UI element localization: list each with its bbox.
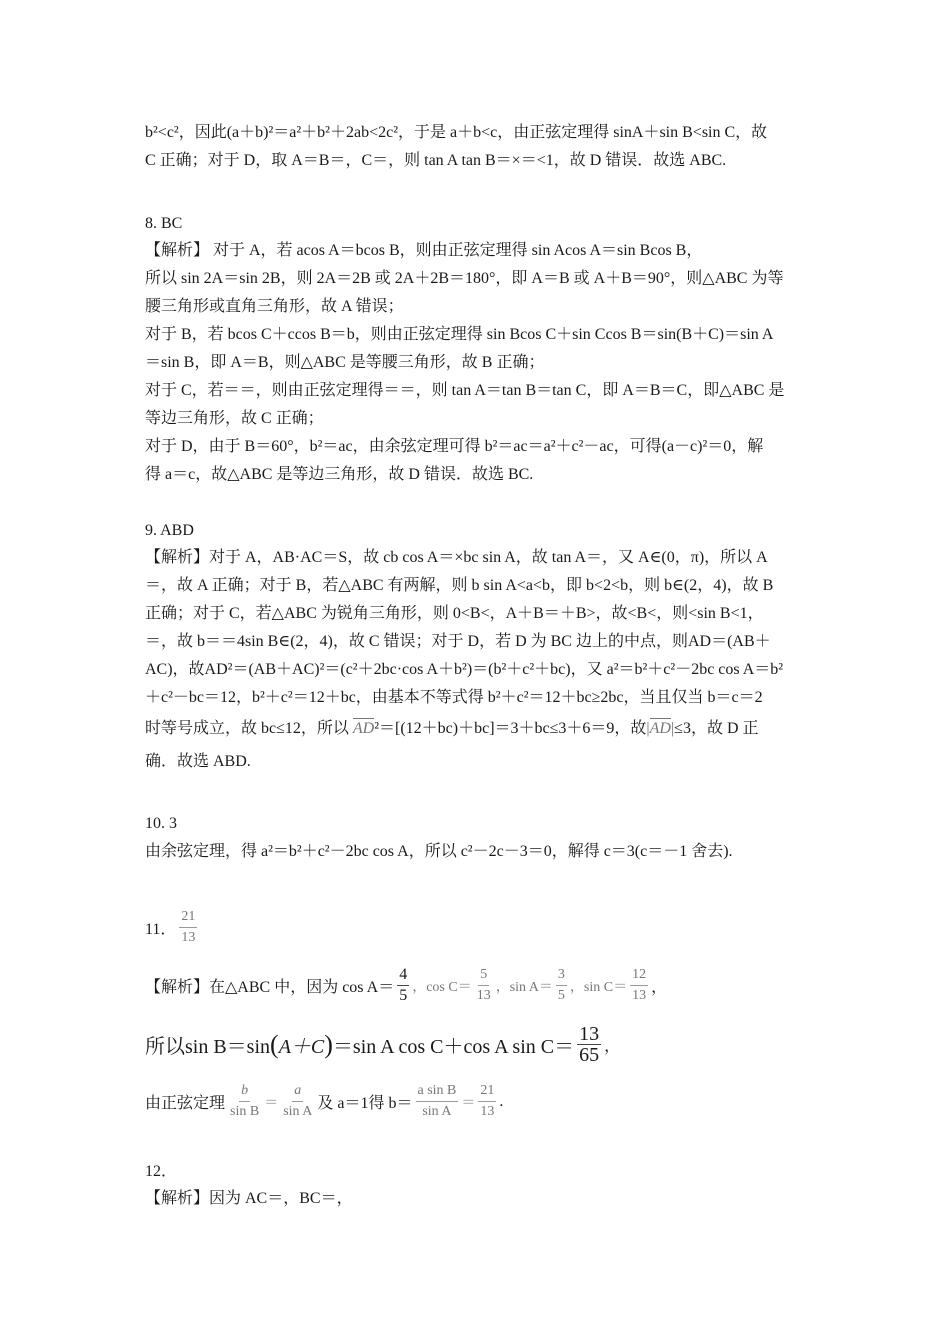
fraction-cos-a: $\frac{4}{5}$	[399, 966, 408, 1004]
p9-line-8: 确．故选 ABD.	[145, 753, 251, 770]
p11-row-1: 【解析】在△ABC 中，因为 cos A＝ $\frac{4}{5}$ ，cos C＝ $\frac{5}{13}$ ，sin A＝ $\frac{3}{5}$ ，sin C＝ $\frac{12}{13}$ ，	[145, 966, 668, 1004]
fraction-b-over-sin-b: $\frac{b}{\text{sin B}}$	[230, 1083, 260, 1119]
p9-line-7: 时等号成立，故 bc≤12，所以 AD²＝[(12＋bc)＋bc]＝3＋bc≤3＋6＝9，故|AD|≤3，故 D 正	[145, 720, 759, 737]
p12-line-1: 【解析】因为 AC＝，BC＝，	[145, 1190, 353, 1207]
p11-row-2: 所以sin B＝sin ( A＋C ) ＝sin A cos C＋cos A sin C＝ $\frac{13}{65}$ ，	[145, 1023, 621, 1066]
p8-line-1: 【解析】 对于 A，若 acos A＝bcos B，则由正弦定理得 sin Acos A＝sin Bcos B，	[145, 242, 703, 259]
p11-row-3: 由正弦定理 $\frac{b}{\text{sin B}}$ ＝ $\frac{a}{\text{sin A}}$ 及 a＝1得 b＝ $\frac{\text{a sin B}}{\text{sin A}}$ ＝ $\frac{21}{13}$ .	[145, 1083, 504, 1119]
p11-row-3-text: 由正弦定理	[145, 1095, 226, 1112]
p10-line-1: 由余弦定理，得 a²＝b²＋c²－2bc cos A，所以 c²－2c－3＝0，解得 c＝3(c＝－1 舍去).	[145, 843, 733, 860]
fraction-sin-a: $\frac{3}{5}$	[557, 967, 565, 1003]
vector-ad: AD	[352, 720, 375, 737]
p9-line-7-text-b: ²＝[(12＋bc)＋bc]＝3＋bc≤3＋6＝9，故	[374, 720, 647, 737]
p7-line-1: b²<c²，因此(a＋b)²＝a²＋b²＋2ab<2c²，于是 a＋b<c，由正弦定理得 sinA＋sin B<sin C，故	[145, 124, 768, 141]
fraction-sin-b: $\frac{13}{65}$	[579, 1023, 600, 1066]
p8-line-8: 对于 D，由于 B＝60°，b²＝ac，由余弦定理可得 b²＝ac＝a²＋c²－ac，可得(a－c)²＝0，解	[145, 438, 764, 455]
p8-line-3: 腰三角形或直角三角形，故 A 错误；	[145, 298, 404, 315]
fraction-a-over-sin-a: $\frac{a}{\text{sin A}}$	[283, 1083, 313, 1119]
fraction-asinb-over-sina: $\frac{\text{a sin B}}{\text{sin A}}$	[417, 1083, 457, 1119]
p8-line-2: 所以 sin 2A＝sin 2B，则 2A＝2B 或 2A＋2B＝180°，即 A＝B 或 A＋B＝90°，则△ABC 为等	[145, 270, 784, 287]
p12-heading: 12．	[145, 1163, 178, 1180]
p8-heading: 8. BC	[145, 215, 183, 232]
p11-answer-fraction: $\frac{21}{13}$	[181, 909, 196, 945]
p7-line-2: C 正确；对于 D，取 A＝B＝，C＝，则 tan A tan B＝×＝<1，故 D 错误．故选 ABC.	[145, 152, 727, 169]
p10-heading: 10. 3	[145, 815, 177, 832]
p9-line-2: ＝，故 A 正确；对于 B，若△ABC 有两解，则 b sin A<a<b，即 b<2<b，则 b∈(2，4)，故 B	[145, 577, 774, 594]
p9-heading: 9. ABD	[145, 522, 194, 539]
fraction-cos-c: $\frac{5}{13}$	[476, 967, 491, 1003]
p9-line-7-text-a: 时等号成立，故 bc≤12，所以	[145, 720, 349, 737]
p8-line-6: 对于 C，若＝＝，则由正弦定理得＝＝，则 tan A＝tan B＝tan C，即 A＝B＝C，即△ABC 是	[145, 382, 785, 399]
p9-line-4: ＝，故 b＝＝4sin B∈(2，4)，故 C 错误；对于 D，若 D 为 BC 边上的中点，则AD＝(AB＋	[145, 633, 771, 650]
p9-line-5: AC)，故AD²＝(AB＋AC)²＝(c²＋2bc·cos A＋b²)＝(b²＋c²＋bc)，又 a²＝b²＋c²－2bc cos A＝b²	[145, 661, 784, 678]
p11-row-1-text: 【解析】在△ABC 中，因为 cos A＝	[145, 979, 395, 996]
fraction-sin-c: $\frac{12}{13}$	[632, 967, 647, 1003]
p8-line-4: 对于 B，若 bcos C＋ccos B＝b，则由正弦定理得 sin Bcos C＋sin Ccos B＝sin(B＋C)＝sin A	[145, 326, 774, 343]
p9-line-1: 【解析】对于 A，AB·AC＝S，故 cb cos A＝×bc sin A，故 tan A＝，又 A∈(0，π)，所以 A	[145, 549, 768, 566]
vector-ad-magnitude: AD	[649, 720, 671, 737]
p11-heading	[145, 908, 200, 947]
fraction-result: $\frac{21}{13}$	[480, 1083, 495, 1119]
p11-row-2-text: 所以sin B＝sin	[145, 1036, 271, 1058]
p11-number: 11．	[145, 921, 177, 938]
p9-line-7-text-c: ≤3，故 D 正	[674, 720, 759, 737]
p8-line-9: 得 a＝c，故△ABC 是等边三角形，故 D 错误．故选 BC.	[145, 466, 534, 483]
p9-line-6: ＋c²－bc＝12，b²＋c²＝12＋bc，由基本不等式得 b²＋c²＝12＋bc≥2bc，当且仅当 b＝c＝2	[145, 689, 763, 706]
p8-line-5: ＝sin B，即 A＝B，则△ABC 是等腰三角形，故 B 正确；	[145, 354, 545, 371]
p8-line-7: 等边三角形，故 C 正确；	[145, 410, 324, 427]
p9-line-3: 正确；对于 C，若△ABC 为锐角三角形，则 0<B<，A＋B＝＋B>，故<B<，则<sin B<1，	[145, 605, 764, 622]
